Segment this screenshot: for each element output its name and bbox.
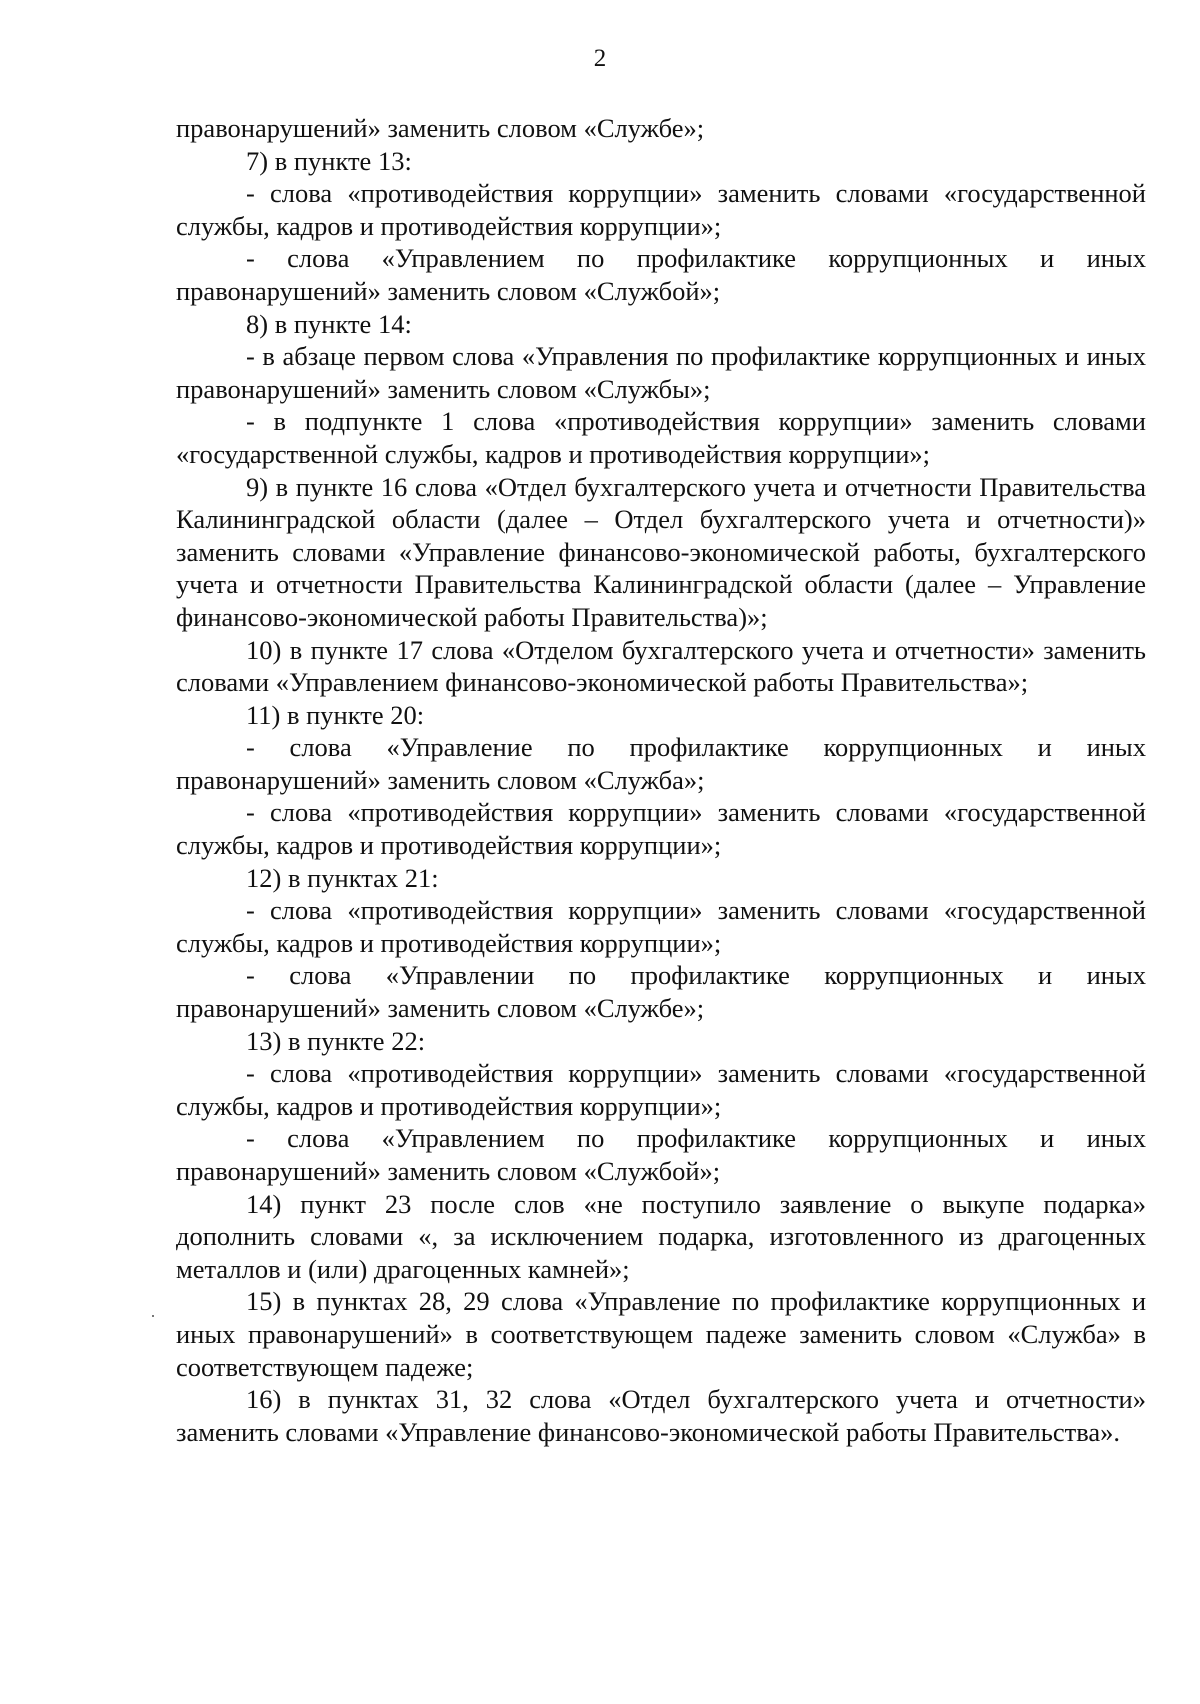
paragraph-item-14: 14) пункт 23 после слов «не поступило заявление о выкупе подарка» дополнить словами «, за исключением подарка, изготовленного из драгоценных металлов и (или) драгоценных камней»; bbox=[176, 1188, 1146, 1284]
document-body bbox=[176, 112, 1146, 1448]
paragraph-item-10: 10) в пункте 17 слова «Отделом бухгалтерского учета и отчетности» заменить словами «Управлением финансово-экономической работы Правительства»; bbox=[176, 634, 1146, 698]
paragraph-subitem: - в абзаце первом слова «Управления по профилактике коррупционных и иных правонарушений» заменить словом «Службы»; bbox=[176, 341, 1146, 404]
paragraph-item-8: 8) в пункте 14: bbox=[246, 308, 412, 339]
paragraph-subitem: - слова «Управлением по профилактике коррупционных и иных правонарушений» заменить словом «Службой»; bbox=[176, 1123, 1146, 1186]
paragraph-subitem: - слова «противодействия коррупции» заменить словами «государственной службы, кадров и противодействия коррупции»; bbox=[176, 797, 1146, 861]
paragraph-subitem: - в подпункте 1 слова «противодействия коррупции» заменить словами «государственной службы, кадров и противодействия коррупции»; bbox=[176, 406, 1146, 469]
paragraph-item-9: 9) в пункте 16 слова «Отдел бухгалтерского учета и отчетности Правительства Калининградской области (далее – Отдел бухгалтерского учета и отчетности)» заменить словами «Управление финансово-экономической работы, бухгалтерского учета и отчетности Правительства Калининградской области (далее – Управление финансово-экономической работы Правительства)»; bbox=[176, 471, 1146, 632]
paragraph-subitem: - слова «Управлении по профилактике коррупционных и иных правонарушений» заменить словом «Службе»; bbox=[176, 960, 1146, 1024]
paragraph-subitem: - слова «противодействия коррупции» заменить словами «государственной службы, кадров и противодействия коррупции»; bbox=[176, 895, 1146, 958]
paragraph-item-16: 16) в пунктах 31, 32 слова «Отдел бухгалтерского учета и отчетности» заменить словами «Управление финансово-экономической работы Правительства». bbox=[176, 1384, 1146, 1447]
paragraph-continuation: правонарушений» заменить словом «Службе»; bbox=[176, 113, 705, 143]
paragraph-subitem: - слова «противодействия коррупции» заменить словами «государственной службы, кадров и противодействия коррупции»; bbox=[176, 178, 1146, 241]
paragraph-subitem: - слова «Управлением по профилактике коррупционных и иных правонарушений» заменить словом «Службой»; bbox=[176, 243, 1146, 306]
paragraph-subitem: - слова «Управление по профилактике коррупционных и иных правонарушений» заменить словом «Служба»; bbox=[176, 732, 1146, 795]
page-number: 2 bbox=[593, 45, 607, 72]
paragraph-item-13: 13) в пункте 22: bbox=[246, 1025, 426, 1056]
paragraph-item-12: 12) в пунктах 21: bbox=[246, 862, 439, 893]
paragraph-item-15: 15) в пунктах 28, 29 слова «Управление по профилактике коррупционных и иных правонарушений» в соответствующем падеже заменить словом «Служба» в соответствующем падеже; bbox=[176, 1286, 1146, 1382]
paragraph-subitem: - слова «противодействия коррупции» заменить словами «государственной службы, кадров и противодействия коррупции»; bbox=[176, 1058, 1146, 1121]
paragraph-item-11: 11) в пункте 20: bbox=[246, 699, 425, 730]
paragraph-item-7: 7) в пункте 13: bbox=[246, 145, 412, 176]
scan-speck bbox=[152, 1315, 154, 1317]
